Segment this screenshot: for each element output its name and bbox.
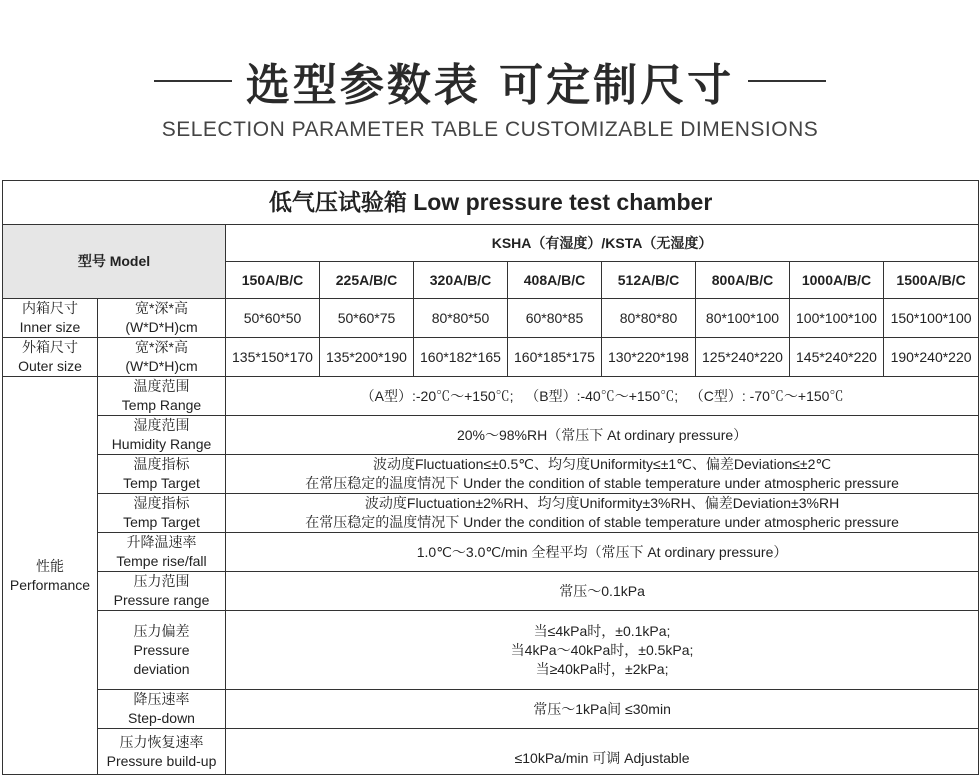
performance-label: 性能 Performance <box>3 377 98 775</box>
perf-row-value: 常压～1kPa间 ≤30min <box>226 690 979 729</box>
outer-size-value: 190*240*220 <box>884 338 979 377</box>
model-cell: 320A/B/C <box>414 262 508 299</box>
inner-size-value: 50*60*50 <box>226 299 320 338</box>
perf-row-name: 升降温速率 Tempe rise/fall <box>98 533 226 572</box>
table-title: 低气压试验箱 Low pressure test chamber <box>3 181 979 225</box>
perf-row-value: 1.0℃～3.0℃/min 全程平均（常压下 At ordinary pressure） <box>226 533 979 572</box>
series-label: KSHA（有湿度）/KSTA（无湿度） <box>226 225 979 262</box>
model-cell: 150A/B/C <box>226 262 320 299</box>
inner-size-unit: 宽*深*高 (W*D*H)cm <box>98 299 226 338</box>
title-left-rule <box>154 80 232 82</box>
outer-size-unit: 宽*深*高 (W*D*H)cm <box>98 338 226 377</box>
perf-row-name: 压力范围 Pressure range <box>98 572 226 611</box>
outer-size-value: 130*220*198 <box>602 338 696 377</box>
inner-size-label: 内箱尺寸 Inner size <box>3 299 98 338</box>
model-label: 型号 Model <box>3 225 226 299</box>
outer-size-label: 外箱尺寸 Outer size <box>3 338 98 377</box>
page-title: 选型参数表 可定制尺寸 <box>245 60 735 111</box>
perf-row-value: ≤10kPa/min 可调 Adjustable <box>226 729 979 775</box>
outer-size-value: 160*185*175 <box>508 338 602 377</box>
inner-size-value: 100*100*100 <box>790 299 884 338</box>
perf-row-name: 压力偏差 Pressure deviation <box>98 611 226 690</box>
inner-size-value: 80*80*80 <box>602 299 696 338</box>
model-cell: 408A/B/C <box>508 262 602 299</box>
perf-row-name: 湿度指标 Temp Target <box>98 494 226 533</box>
page-subtitle: SELECTION PARAMETER TABLE CUSTOMIZABLE DIMENSIONS <box>161 118 819 141</box>
inner-size-value: 50*60*75 <box>320 299 414 338</box>
inner-size-value: 150*100*100 <box>884 299 979 338</box>
outer-size-value: 160*182*165 <box>414 338 508 377</box>
perf-row-name: 压力恢复速率 Pressure build-up <box>98 729 226 775</box>
perf-row-value: 波动度Fluctuation≤±0.5℃、均匀度Uniformity≤±1℃、偏差Deviation≤±2℃ 在常压稳定的温度情况下 Under the condition of stable temperature under atmospheric pressure <box>226 455 979 494</box>
model-cell: 225A/B/C <box>320 262 414 299</box>
title-right-rule <box>748 80 826 82</box>
model-cell: 800A/B/C <box>696 262 790 299</box>
model-cell: 1500A/B/C <box>884 262 979 299</box>
inner-size-value: 60*80*85 <box>508 299 602 338</box>
model-cell: 512A/B/C <box>602 262 696 299</box>
outer-size-value: 135*200*190 <box>320 338 414 377</box>
perf-row-name: 温度范围 Temp Range <box>98 377 226 416</box>
outer-size-value: 135*150*170 <box>226 338 320 377</box>
outer-size-value: 145*240*220 <box>790 338 884 377</box>
perf-row-name: 温度指标 Temp Target <box>98 455 226 494</box>
inner-size-value: 80*80*50 <box>414 299 508 338</box>
perf-row-value: 波动度Fluctuation±2%RH、均匀度Uniformity±3%RH、偏差Deviation±3%RH 在常压稳定的温度情况下 Under the condition of stable temperature under atmospheric pressure <box>226 494 979 533</box>
perf-row-value: （A型）:-20℃～+150℃; （B型）:-40℃～+150℃; （C型）: -70℃～+150℃ <box>226 377 979 416</box>
title-row <box>0 46 980 116</box>
perf-row-value: 20%～98%RH（常压下 At ordinary pressure） <box>226 416 979 455</box>
perf-row-name: 湿度范围 Humidity Range <box>98 416 226 455</box>
parameter-table <box>2 180 979 775</box>
perf-row-value: 当≤4kPa时，±0.1kPa; 当4kPa～40kPa时，±0.5kPa; 当≥40kPa时，±2kPa; <box>226 611 979 690</box>
model-cell: 1000A/B/C <box>790 262 884 299</box>
perf-row-value: 常压～0.1kPa <box>226 572 979 611</box>
page-header <box>0 0 980 180</box>
inner-size-value: 80*100*100 <box>696 299 790 338</box>
outer-size-value: 125*240*220 <box>696 338 790 377</box>
perf-row-name: 降压速率 Step-down <box>98 690 226 729</box>
